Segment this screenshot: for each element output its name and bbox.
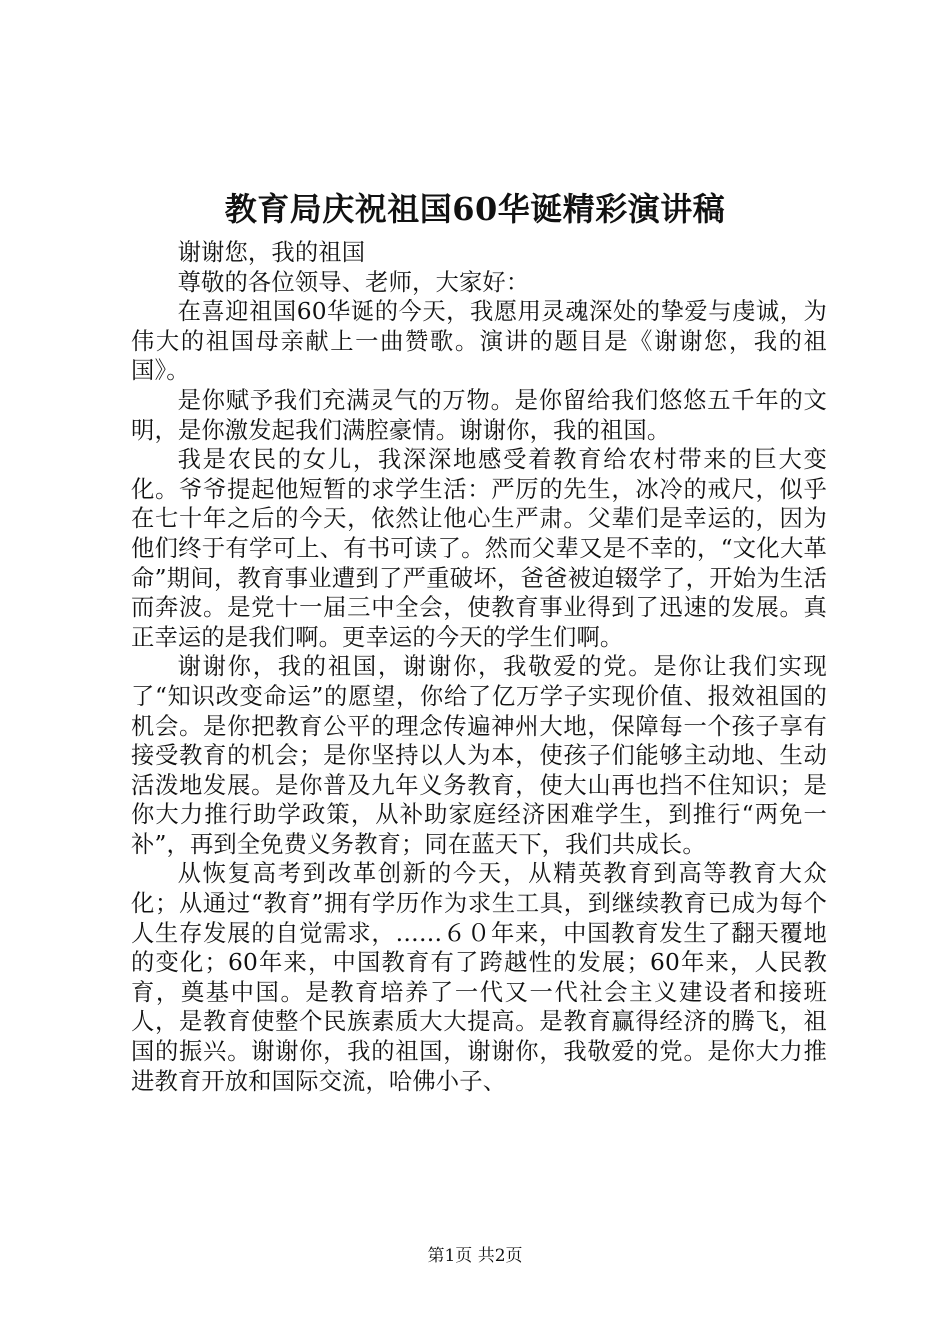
paragraph-greeting: 尊敬的各位领导、老师，大家好： [177, 268, 530, 296]
paragraph-speech-title: 谢谢您，我的祖国 [177, 239, 366, 266]
paragraph: 谢谢你，我的祖国，谢谢你，我敬爱的党。是你让我们实现了“知识改变命运”的愿望，你给了亿万学子实现价值、报效祖国的机会。是你把教育公平的理念传遍神州大地，保障每一个孩子享有接受教育的机会；是你坚持以人为本，使孩子们能够主动地、生动活泼地发展。是你普及九年义务教育，使大山再也挡不住知识；是你大力推行助学政策，从补助家庭经济困难学生，到推行“两免一补”，再到全免费义务教育；同在蓝天下，我们共成长。 [131, 653, 827, 858]
page-footer: 第1页 共2页 [427, 1246, 523, 1266]
document-body [131, 238, 827, 1096]
paragraph: 我是农民的女儿，我深深地感受着教育给农村带来的巨大变化。爷爷提起他短暂的求学生活：严厉的先生，冰冷的戒尺，似乎在七十年之后的今天，依然让他心生严肃。父辈们是幸运的，因为他们终于有学可上、有书可读了。然而父辈又是不幸的，“文化大革命”期间，教育事业遭到了严重破坏，爸爸被迫辍学了，开始为生活而奔波。是党十一届三中全会，使教育事业得到了迅速的发展。真正幸运的是我们啊。更幸运的今天的学生们啊。 [131, 446, 827, 651]
paragraph: 是你赋予我们充满灵气的万物。是你留给我们悠悠五千年的文明，是你激发起我们满腔豪情。谢谢你，我的祖国。 [131, 386, 827, 444]
paragraph: 在喜迎祖国60华诞的今天，我愿用灵魂深处的挚爱与虔诚，为伟大的祖国母亲献上一曲赞歌。演讲的题目是《谢谢您，我的祖国》。 [131, 298, 827, 385]
document-title: 教育局庆祝祖国60华诞精彩演讲稿 [224, 190, 726, 228]
paragraph: 从恢复高考到改革创新的今天，从精英教育到高等教育大众化；从通过“教育”拥有学历作为求生工具，到继续教育已成为每个人生存发展的自觉需求，……６０年来，中国教育发生了翻天覆地的变化；60年来，中国教育有了跨越性的发展；60年来，人民教育，奠基中国。是教育培养了一代又一代社会主义建设者和接班人，是教育使整个民族素质大大提高。是教育赢得经济的腾飞，祖国的振兴。谢谢你，我的祖国，谢谢你，我敬爱的党。是你大力推进教育开放和国际交流，哈佛小子、 [131, 860, 827, 1095]
